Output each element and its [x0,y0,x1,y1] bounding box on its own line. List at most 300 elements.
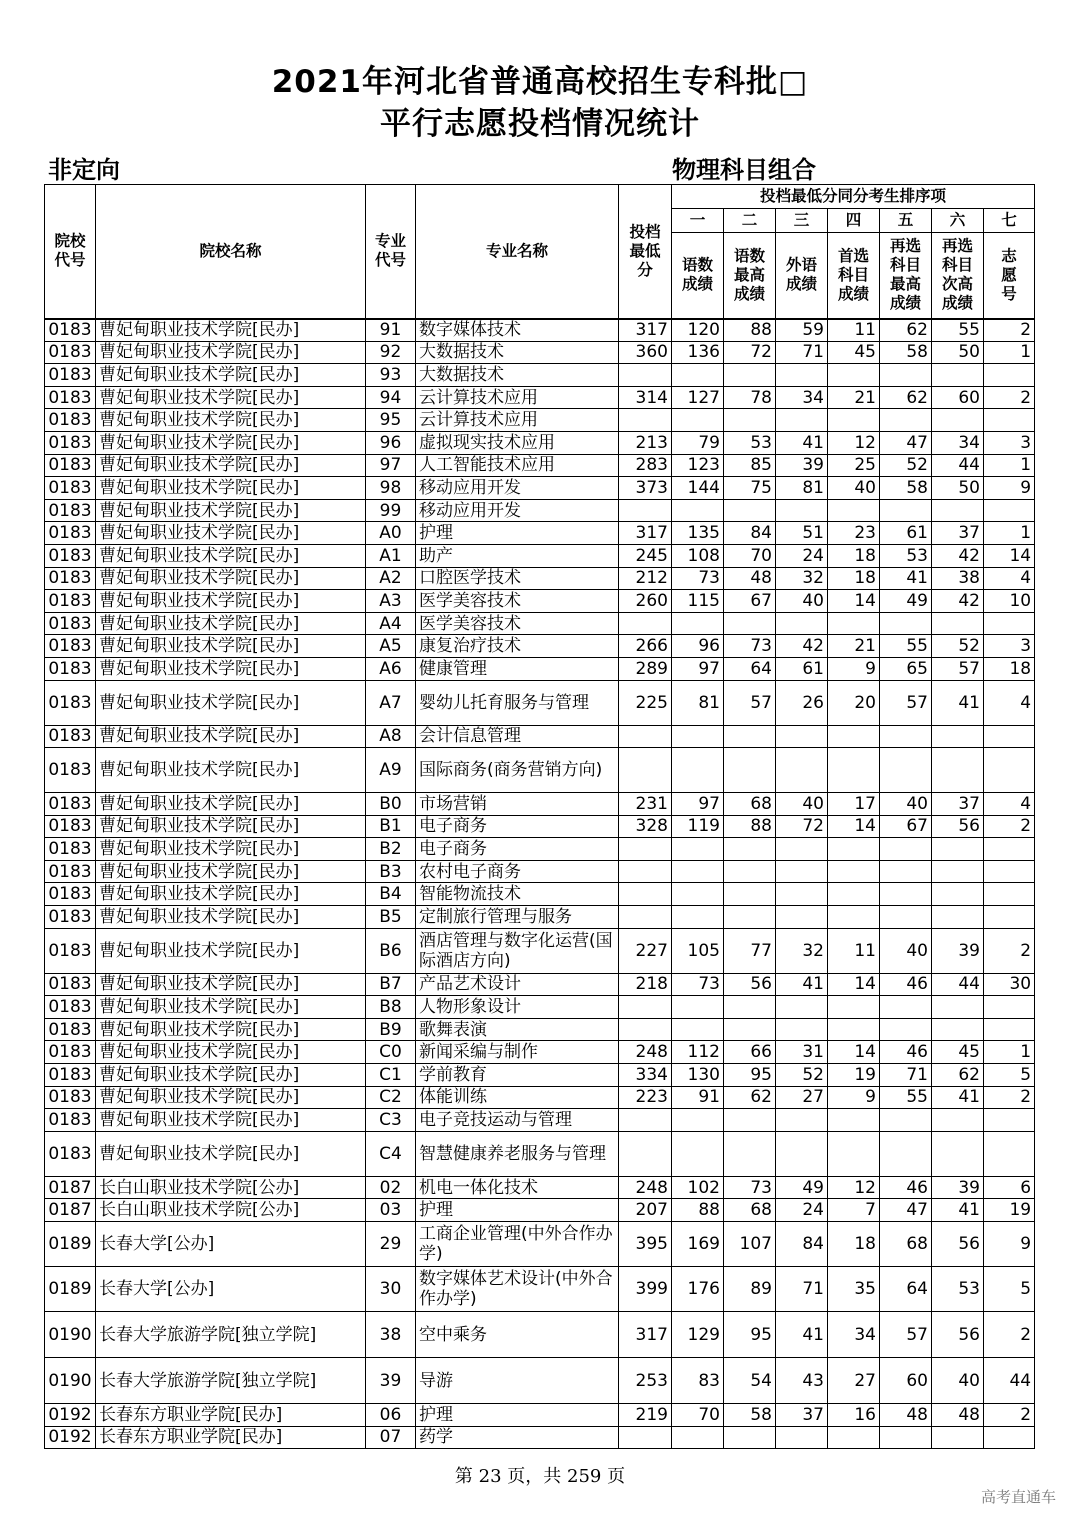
chinese-math-cell: 127 [672,386,724,409]
major-name-cell: 市场营销 [416,793,619,816]
table-row [45,748,1035,793]
first-subject-cell [828,1018,880,1041]
school-name-cell: 曹妃甸职业技术学院[民办] [96,319,366,342]
table-row [45,319,1035,342]
preference-number-cell [984,748,1035,793]
first-subject-cell: 20 [828,680,880,725]
school-code-cell: 0183 [45,522,96,545]
min-score-cell: 399 [619,1267,672,1312]
table-row [45,635,1035,658]
major-name-cell: 药学 [416,1426,619,1449]
chinese-math-max-cell: 66 [724,1041,776,1064]
header-foreign-language: 外语成绩 [776,233,828,319]
major-code-cell: C4 [366,1131,416,1176]
min-score-cell: 248 [619,1176,672,1199]
preference-number-cell [984,1109,1035,1132]
major-code-cell: C0 [366,1041,416,1064]
preference-number-cell: 10 [984,590,1035,613]
foreign-language-cell: 81 [776,477,828,500]
min-score-cell [619,838,672,861]
first-subject-cell: 18 [828,1222,880,1267]
first-subject-cell: 7 [828,1199,880,1222]
chinese-math-max-cell [724,1131,776,1176]
table-row [45,1199,1035,1222]
major-code-cell: 96 [366,431,416,454]
elective-max-cell: 46 [880,973,932,996]
elective-second-cell: 37 [932,522,984,545]
chinese-math-cell: 83 [672,1358,724,1404]
school-code-cell: 0192 [45,1404,96,1427]
major-name-cell: 定制旅行管理与服务 [416,906,619,929]
elective-second-cell: 40 [932,1358,984,1404]
school-name-cell: 曹妃甸职业技术学院[民办] [96,815,366,838]
min-score-cell: 245 [619,544,672,567]
foreign-language-cell: 59 [776,319,828,342]
preference-number-cell: 2 [984,1086,1035,1109]
foreign-language-cell: 24 [776,1199,828,1222]
preference-number-cell: 44 [984,1358,1035,1404]
first-subject-cell [828,499,880,522]
preference-number-cell: 9 [984,1222,1035,1267]
chinese-math-max-cell: 67 [724,590,776,613]
chinese-math-max-cell: 95 [724,1312,776,1358]
chinese-math-cell: 79 [672,431,724,454]
major-name-cell: 体能训练 [416,1086,619,1109]
chinese-math-max-cell [724,1018,776,1041]
preference-number-cell: 1 [984,341,1035,364]
header-rank-1: 一 [672,209,724,233]
foreign-language-cell [776,1131,828,1176]
first-subject-cell: 14 [828,590,880,613]
school-code-cell: 0183 [45,680,96,725]
first-subject-cell: 23 [828,522,880,545]
header-rank-2: 二 [724,209,776,233]
header-min-score: 投档最低分 [619,185,672,319]
foreign-language-cell: 27 [776,1086,828,1109]
chinese-math-max-cell: 68 [724,793,776,816]
elective-second-cell: 50 [932,477,984,500]
foreign-language-cell: 71 [776,1267,828,1312]
min-score-cell [619,1018,672,1041]
table-row [45,793,1035,816]
min-score-cell [619,725,672,748]
preference-number-cell [984,364,1035,387]
elective-second-cell [932,748,984,793]
chinese-math-cell: 115 [672,590,724,613]
header-elective-second: 再选科目次高成绩 [932,233,984,319]
first-subject-cell: 9 [828,1086,880,1109]
chinese-math-cell: 88 [672,1199,724,1222]
major-name-cell: 康复治疗技术 [416,635,619,658]
elective-second-cell: 39 [932,1176,984,1199]
chinese-math-max-cell: 75 [724,477,776,500]
major-code-cell: B9 [366,1018,416,1041]
table-row [45,544,1035,567]
elective-max-cell [880,1426,932,1449]
chinese-math-cell [672,860,724,883]
elective-second-cell [932,860,984,883]
major-name-cell: 学前教育 [416,1064,619,1087]
preference-number-cell: 2 [984,1312,1035,1358]
first-subject-cell: 12 [828,1176,880,1199]
min-score-cell: 207 [619,1199,672,1222]
major-code-cell: B8 [366,996,416,1019]
major-name-cell: 国际商务(商务营销方向) [416,748,619,793]
min-score-cell [619,409,672,432]
school-code-cell: 0183 [45,973,96,996]
table-row [45,838,1035,861]
min-score-cell: 260 [619,590,672,613]
min-score-cell: 314 [619,386,672,409]
major-code-cell: B6 [366,928,416,973]
min-score-cell: 317 [619,1312,672,1358]
elective-max-cell [880,499,932,522]
chinese-math-max-cell: 73 [724,635,776,658]
preference-number-cell [984,725,1035,748]
elective-max-cell: 40 [880,793,932,816]
major-name-cell: 酒店管理与数字化运营(国际酒店方向) [416,928,619,973]
school-code-cell: 0183 [45,793,96,816]
major-code-cell: A4 [366,612,416,635]
elective-max-cell: 60 [880,1358,932,1404]
chinese-math-max-cell: 54 [724,1358,776,1404]
chinese-math-max-cell: 72 [724,341,776,364]
first-subject-cell: 21 [828,386,880,409]
school-code-cell: 0183 [45,1109,96,1132]
chinese-math-cell: 130 [672,1064,724,1087]
elective-max-cell [880,906,932,929]
chinese-math-max-cell: 107 [724,1222,776,1267]
school-code-cell: 0183 [45,431,96,454]
first-subject-cell: 16 [828,1404,880,1427]
foreign-language-cell [776,748,828,793]
school-name-cell: 曹妃甸职业技术学院[民办] [96,1064,366,1087]
school-code-cell: 0183 [45,544,96,567]
school-name-cell: 曹妃甸职业技术学院[民办] [96,996,366,1019]
min-score-cell: 223 [619,1086,672,1109]
major-name-cell: 智慧健康养老服务与管理 [416,1131,619,1176]
chinese-math-max-cell: 89 [724,1267,776,1312]
first-subject-cell [828,1109,880,1132]
foreign-language-cell: 43 [776,1358,828,1404]
table-row [45,477,1035,500]
elective-second-cell: 52 [932,635,984,658]
foreign-language-cell [776,1426,828,1449]
table-row [45,973,1035,996]
foreign-language-cell: 41 [776,973,828,996]
chinese-math-cell: 176 [672,1267,724,1312]
school-code-cell: 0183 [45,635,96,658]
elective-max-cell: 52 [880,454,932,477]
table-row [45,1176,1035,1199]
school-code-cell: 0183 [45,454,96,477]
first-subject-cell: 34 [828,1312,880,1358]
first-subject-cell: 14 [828,973,880,996]
major-name-cell: 数字媒体技术 [416,319,619,342]
elective-max-cell [880,1109,932,1132]
school-name-cell: 曹妃甸职业技术学院[民办] [96,725,366,748]
school-name-cell: 曹妃甸职业技术学院[民办] [96,341,366,364]
school-code-cell: 0183 [45,838,96,861]
chinese-math-cell [672,499,724,522]
header-tie-break-group: 投档最低分同分考生排序项 [672,185,1035,209]
header-school-code: 院校代号 [45,185,96,319]
chinese-math-max-cell: 95 [724,1064,776,1087]
chinese-math-max-cell: 88 [724,319,776,342]
chinese-math-max-cell: 84 [724,522,776,545]
major-name-cell: 健康管理 [416,657,619,680]
first-subject-cell [828,860,880,883]
school-code-cell: 0183 [45,364,96,387]
foreign-language-cell [776,906,828,929]
foreign-language-cell: 42 [776,635,828,658]
header-rank-3: 三 [776,209,828,233]
first-subject-cell: 12 [828,431,880,454]
elective-second-cell [932,612,984,635]
school-name-cell: 长春大学旅游学院[独立学院] [96,1358,366,1404]
min-score-cell: 395 [619,1222,672,1267]
elective-second-cell [932,996,984,1019]
school-code-cell: 0183 [45,612,96,635]
foreign-language-cell: 37 [776,1404,828,1427]
min-score-cell: 213 [619,431,672,454]
preference-number-cell: 2 [984,386,1035,409]
major-code-cell: C2 [366,1086,416,1109]
school-code-cell: 0183 [45,477,96,500]
first-subject-cell [828,725,880,748]
elective-max-cell: 46 [880,1176,932,1199]
chinese-math-max-cell: 58 [724,1404,776,1427]
elective-max-cell [880,883,932,906]
elective-max-cell: 61 [880,522,932,545]
major-code-cell: A6 [366,657,416,680]
elective-max-cell: 68 [880,1222,932,1267]
first-subject-cell: 19 [828,1064,880,1087]
header-rank-6: 六 [932,209,984,233]
chinese-math-cell [672,725,724,748]
chinese-math-max-cell [724,409,776,432]
foreign-language-cell: 71 [776,341,828,364]
foreign-language-cell [776,499,828,522]
chinese-math-max-cell: 56 [724,973,776,996]
elective-second-cell: 42 [932,544,984,567]
chinese-math-max-cell [724,996,776,1019]
header-first-subject: 首选科目成绩 [828,233,880,319]
major-code-cell: B1 [366,815,416,838]
elective-second-cell: 41 [932,1199,984,1222]
elective-max-cell [880,1018,932,1041]
major-name-cell: 工商企业管理(中外合作办学) [416,1222,619,1267]
first-subject-cell [828,1131,880,1176]
chinese-math-cell [672,748,724,793]
elective-max-cell: 58 [880,341,932,364]
school-code-cell: 0183 [45,409,96,432]
school-name-cell: 曹妃甸职业技术学院[民办] [96,793,366,816]
school-name-cell: 曹妃甸职业技术学院[民办] [96,477,366,500]
school-name-cell: 曹妃甸职业技术学院[民办] [96,544,366,567]
chinese-math-max-cell: 64 [724,657,776,680]
foreign-language-cell: 51 [776,522,828,545]
school-name-cell: 曹妃甸职业技术学院[民办] [96,386,366,409]
major-code-cell: A5 [366,635,416,658]
major-name-cell: 人物形象设计 [416,996,619,1019]
elective-max-cell [880,1131,932,1176]
elective-max-cell: 67 [880,815,932,838]
elective-second-cell: 37 [932,793,984,816]
foreign-language-cell [776,883,828,906]
school-name-cell: 曹妃甸职业技术学院[民办] [96,860,366,883]
major-code-cell: 02 [366,1176,416,1199]
school-name-cell: 曹妃甸职业技术学院[民办] [96,680,366,725]
elective-second-cell: 48 [932,1404,984,1427]
elective-max-cell [880,996,932,1019]
major-name-cell: 口腔医学技术 [416,567,619,590]
first-subject-cell [828,996,880,1019]
elective-second-cell [932,725,984,748]
header-rank-5: 五 [880,209,932,233]
min-score-cell: 225 [619,680,672,725]
preference-number-cell [984,409,1035,432]
chinese-math-cell [672,1109,724,1132]
first-subject-cell: 11 [828,928,880,973]
foreign-language-cell [776,838,828,861]
chinese-math-max-cell [724,1109,776,1132]
foreign-language-cell [776,612,828,635]
elective-max-cell: 55 [880,635,932,658]
table-row [45,996,1035,1019]
school-code-cell: 0183 [45,499,96,522]
major-code-cell: B5 [366,906,416,929]
chinese-math-max-cell: 77 [724,928,776,973]
foreign-language-cell: 40 [776,590,828,613]
preference-number-cell: 5 [984,1064,1035,1087]
elective-max-cell [880,409,932,432]
table-row [45,815,1035,838]
school-name-cell: 曹妃甸职业技术学院[民办] [96,928,366,973]
major-name-cell: 护理 [416,1199,619,1222]
chinese-math-cell: 96 [672,635,724,658]
min-score-cell: 212 [619,567,672,590]
chinese-math-cell: 102 [672,1176,724,1199]
preference-number-cell: 19 [984,1199,1035,1222]
school-name-cell: 曹妃甸职业技术学院[民办] [96,567,366,590]
min-score-cell: 218 [619,973,672,996]
subtitle-non-directed: 非定向 [48,156,120,184]
elective-max-cell: 62 [880,386,932,409]
major-name-cell: 助产 [416,544,619,567]
elective-second-cell: 45 [932,1041,984,1064]
chinese-math-cell: 129 [672,1312,724,1358]
preference-number-cell: 4 [984,793,1035,816]
school-code-cell: 0183 [45,657,96,680]
foreign-language-cell: 24 [776,544,828,567]
min-score-cell: 248 [619,1041,672,1064]
foreign-language-cell [776,1109,828,1132]
school-name-cell: 曹妃甸职业技术学院[民办] [96,590,366,613]
elective-max-cell [880,364,932,387]
chinese-math-cell: 73 [672,973,724,996]
min-score-cell: 360 [619,341,672,364]
min-score-cell: 219 [619,1404,672,1427]
chinese-math-cell [672,1131,724,1176]
min-score-cell: 328 [619,815,672,838]
min-score-cell [619,748,672,793]
elective-second-cell: 41 [932,1086,984,1109]
major-name-cell: 大数据技术 [416,341,619,364]
preference-number-cell: 2 [984,928,1035,973]
foreign-language-cell: 49 [776,1176,828,1199]
elective-max-cell: 41 [880,567,932,590]
elective-max-cell: 47 [880,431,932,454]
min-score-cell: 227 [619,928,672,973]
school-code-cell: 0183 [45,883,96,906]
major-name-cell: 电子竞技运动与管理 [416,1109,619,1132]
preference-number-cell: 6 [984,1176,1035,1199]
major-name-cell: 云计算技术应用 [416,386,619,409]
major-code-cell: A3 [366,590,416,613]
preference-number-cell [984,906,1035,929]
preference-number-cell [984,838,1035,861]
major-code-cell: 30 [366,1267,416,1312]
school-code-cell: 0183 [45,996,96,1019]
table-row [45,499,1035,522]
preference-number-cell [984,883,1035,906]
chinese-math-cell: 144 [672,477,724,500]
foreign-language-cell: 52 [776,1064,828,1087]
major-code-cell: 92 [366,341,416,364]
school-code-cell: 0183 [45,1086,96,1109]
page-footer: 第 23 页，共 259 页 [454,1466,626,1487]
min-score-cell [619,883,672,906]
major-name-cell: 婴幼儿托育服务与管理 [416,680,619,725]
school-code-cell: 0183 [45,906,96,929]
table-row [45,522,1035,545]
table-row [45,1109,1035,1132]
major-code-cell: A7 [366,680,416,725]
chinese-math-cell [672,996,724,1019]
table-row [45,860,1035,883]
major-name-cell: 机电一体化技术 [416,1176,619,1199]
major-name-cell: 智能物流技术 [416,883,619,906]
elective-second-cell: 56 [932,1222,984,1267]
major-name-cell: 移动应用开发 [416,499,619,522]
table-row [45,590,1035,613]
first-subject-cell [828,612,880,635]
elective-second-cell: 50 [932,341,984,364]
school-name-cell: 长春大学旅游学院[独立学院] [96,1312,366,1358]
header-preference-number: 志愿号 [984,233,1035,319]
school-name-cell: 曹妃甸职业技术学院[民办] [96,1086,366,1109]
preference-number-cell [984,1018,1035,1041]
preference-number-cell: 4 [984,680,1035,725]
chinese-math-max-cell: 57 [724,680,776,725]
header-school-name: 院校名称 [96,185,366,319]
table-row [45,1018,1035,1041]
school-code-cell: 0183 [45,1064,96,1087]
table-row [45,1086,1035,1109]
school-code-cell: 0183 [45,815,96,838]
chinese-math-max-cell: 48 [724,567,776,590]
foreign-language-cell [776,409,828,432]
chinese-math-max-cell: 70 [724,544,776,567]
school-name-cell: 长春大学[公办] [96,1267,366,1312]
elective-max-cell: 40 [880,928,932,973]
min-score-cell [619,906,672,929]
chinese-math-max-cell [724,612,776,635]
chinese-math-cell [672,1426,724,1449]
elective-second-cell [932,1018,984,1041]
chinese-math-cell: 108 [672,544,724,567]
